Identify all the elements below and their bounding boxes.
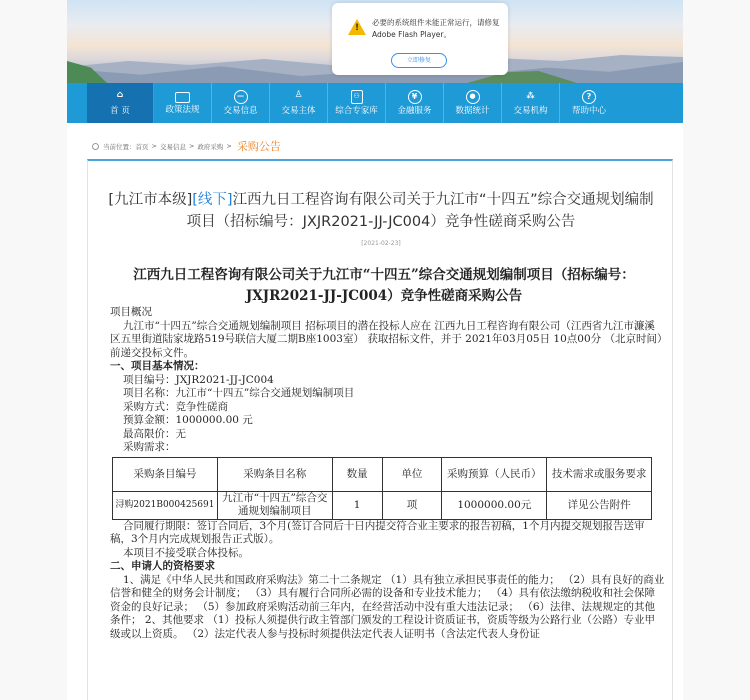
no-consortium-note: 本项目不接受联合体投标。: [123, 546, 249, 559]
breadcrumb-link-trade-info[interactable]: 交易信息: [159, 142, 186, 151]
yen-icon: ¥: [408, 90, 422, 104]
table-row: [113, 491, 652, 519]
nav-item-help[interactable]: [560, 83, 618, 123]
qualification-text: 1、满足《中华人民共和国政府采购法》第二十二条规定 （1）具有独立承担民事责任的能力； （2）具有良好的商业信誉和健全的财务会计制度； （3）具有履行合同所必需的设备和专业技术能力； （4）具有依法缴纳税收和社会保障资金的良好记录； （5）参加政府采购活动前三年内，在经营活动中没有重大违法记录； （6）法律、法规规定的其他条件； 2、其他要求 （1）投标人须提供行政主管部门颁发的工程设计资质证书，资质等级为公路行业（公路）专业甲级或以上资质。 （2）法定代表人参与投标时须提供法定代表人证明书（含法定代表人身份证: [110, 573, 665, 640]
breadcrumb-separator: >: [188, 142, 195, 150]
title-main: 江西九日工程咨询有限公司关于九江市“十四五”综合交通规划编制项目（招标编号：JXJR2021-JJ-JC004）竞争性磋商采购公告: [186, 192, 654, 230]
nav-spacer: [67, 83, 87, 123]
flash-warning-message: 必要的系统组件未能正常运行，请修复 Adobe Flash Player。: [372, 18, 500, 39]
table-cell-item-number: 浔购2021B000425691: [113, 491, 218, 519]
nav-item-label: 数据统计: [455, 105, 490, 116]
info-project-number: 项目编号：JXJR2021-JJ-JC004: [123, 373, 274, 386]
nav-item-label: 政策法规: [165, 105, 200, 115]
data-icon: ●: [466, 90, 480, 104]
nav-item-label: 综合专家库: [335, 105, 378, 116]
breadcrumb-prefix: 当前位置：: [103, 142, 136, 151]
header-banner: [67, 0, 683, 83]
nav-item-label: 交易机构: [513, 105, 548, 116]
nav-item-policy[interactable]: [154, 83, 212, 123]
title-region-tag: [九江市本级]: [108, 192, 193, 208]
info-max-price: 最高限价：无: [123, 427, 186, 440]
location-pin-icon: [92, 143, 99, 150]
flash-warning-popup: [332, 3, 508, 75]
help-icon: ?: [582, 90, 596, 104]
overview-heading: 项目概况: [110, 306, 152, 318]
breadcrumb: [92, 138, 281, 154]
nav-item-finance[interactable]: [386, 83, 444, 123]
breadcrumb-link-home[interactable]: 首页: [135, 142, 149, 151]
breadcrumb-current: 采购公告: [236, 140, 281, 153]
overview-text: 九江市“十四五”综合交通规划编制项目 招标项目的潜在投标人应在 江西九日工程咨询有限公司（江西省九江市濂溪区五里街道陆家垅路519号联信大厦二期B座1003室） 获取招标文件，并于 2021年03月05日 10点00分 （北京时间）前递交投标文件。: [110, 319, 663, 359]
breadcrumb-separator: >: [151, 142, 157, 150]
table-cell-budget: 1000000.00元: [442, 491, 547, 519]
page-container: [67, 0, 683, 700]
nav-item-trade-org[interactable]: [502, 83, 560, 123]
info-requirements: 采购需求：: [123, 441, 176, 453]
nav-item-label: 交易信息: [223, 105, 258, 116]
info-budget: 预算金额：1000000.00 元: [123, 414, 253, 426]
procurement-items-table: [112, 457, 652, 520]
nav-item-expert-library[interactable]: [328, 83, 386, 123]
id-card-icon: ⚇: [351, 90, 363, 104]
nav-item-trade-info[interactable]: [212, 83, 270, 123]
article-content: [87, 159, 673, 700]
table-header-row: [113, 457, 652, 491]
nav-item-label: 首 页: [110, 105, 130, 116]
repair-now-button[interactable]: 立即修复: [391, 53, 447, 68]
info-procurement-method: 采购方式：竞争性磋商: [123, 400, 228, 413]
table-cell-quantity: 1: [332, 491, 382, 519]
folder-icon: [175, 92, 190, 103]
table-header: 技术需求或服务要求: [547, 457, 652, 491]
main-nav: [67, 83, 683, 123]
article-title: [103, 189, 659, 233]
warning-icon-mark: !: [354, 23, 360, 33]
message-icon: —: [234, 90, 248, 104]
title-offline-tag: [线下]: [192, 192, 233, 208]
nav-item-label: 金融服务: [397, 105, 432, 116]
table-cell-unit: 项: [382, 491, 442, 519]
nav-item-home[interactable]: [87, 83, 154, 123]
table-cell-item-name: 九江市“十四五”综合交通规划编制项目: [217, 491, 332, 519]
section-2-heading: 二、申请人的资格要求: [110, 560, 215, 572]
info-project-name: 项目名称：九江市“十四五”综合交通规划编制项目: [123, 387, 355, 399]
table-header: 采购条目名称: [217, 457, 332, 491]
breadcrumb-link-gov-procurement[interactable]: 政府采购: [197, 142, 224, 151]
table-cell-requirements: 详见公告附件: [547, 491, 652, 519]
nav-item-statistics[interactable]: [444, 83, 502, 123]
nav-item-label: 帮助中心: [571, 105, 606, 116]
home-icon: ⌂: [116, 89, 124, 100]
nav-item-trade-subject[interactable]: [270, 83, 328, 123]
breadcrumb-separator: >: [226, 142, 232, 150]
user-icon: ♙: [294, 89, 303, 100]
table-header: 采购条目编号: [113, 457, 218, 491]
org-chart-icon: ⁂: [526, 90, 535, 100]
section-1-heading: 一、项目基本情况：: [110, 360, 205, 372]
table-header: 单位: [382, 457, 442, 491]
contract-period: 合同履行期限：签订合同后，3个月(签订合同后十日内提交符合业主要求的报告初稿，1个月内提交规划报告送审稿，3个月内完成规划报告正式版）。: [110, 519, 645, 545]
document-body: [110, 306, 665, 641]
nav-item-label: 交易主体: [281, 105, 316, 116]
table-header: 数量: [332, 457, 382, 491]
publish-date: [2021-02-23]: [361, 240, 401, 247]
table-header: 采购预算（人民币）: [442, 457, 547, 491]
document-title: 江西九日工程咨询有限公司关于九江市“十四五”综合交通规划编制项目（招标编号：JXJR2021-JJ-JC004）竞争性磋商采购公告: [133, 267, 635, 304]
